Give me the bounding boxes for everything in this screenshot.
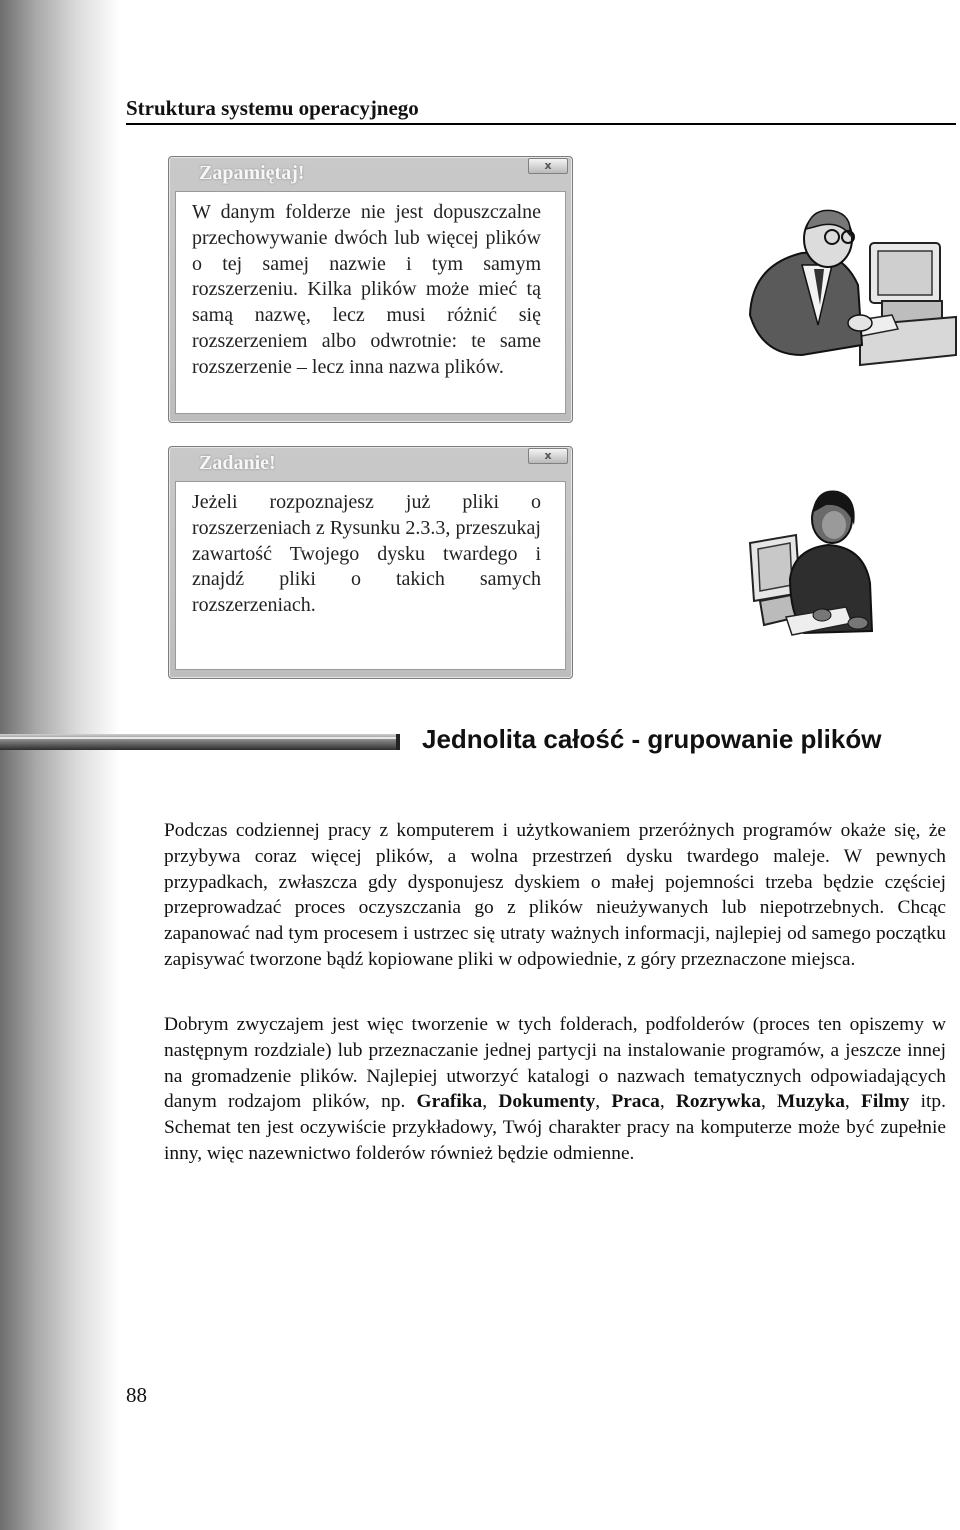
page-margin-gradient	[0, 0, 120, 1530]
dialog-text: W danym folderze nie jest dopuszczalne przechowywanie dwóch lub więcej plików o tej samej nazwie i tym samym rozszerzeniu. Kilka plików może mieć tą samą nazwę, lecz musi różnić się rozszerzeniem albo odwrotnie: te same rozszerzenie – lecz inna nazwa plików.	[192, 201, 541, 378]
paragraph-text: Dobrym zwyczajem jest więc tworzenie w tych folderach, podfolderów (proces ten opiszemy w następnym rozdziale) lub przeznaczanie jednej partycji na instalowanie programów, a jeszcze innej na gromadzenie plików. Najlepiej utworzyć katalogi o nazwach tematycznych odpowiadających danym rodzajom plików, np.	[164, 1014, 946, 1113]
separator: ,	[595, 1091, 612, 1113]
folder-name: Rozrywka	[675, 1091, 761, 1113]
dialog-titlebar	[169, 157, 572, 191]
body-paragraph	[164, 1012, 946, 1167]
woman-at-computer-icon	[746, 483, 886, 643]
separator: ,	[482, 1091, 499, 1113]
man-at-computer-icon	[742, 205, 960, 375]
page-number: 88	[126, 1383, 147, 1407]
task-dialog	[168, 446, 573, 679]
section-title: Jednolita całość - grupowanie plików	[422, 724, 882, 754]
paragraph-text: itp. Schemat ten jest oczywiście przykładowy, Twój charakter pracy na komputerze może być zupełnie inny, więc nazewnictwo folderów również będzie odmienne.	[164, 1091, 946, 1164]
body-paragraph: Podczas codziennej pracy z komputerem i użytkowaniem przeróżnych programów okaże się, że przybywa coraz więcej plików, a wolna przestrzeń dysku twardego maleje. W pewnych przypadkach, zwłaszcza gdy dysponujesz dyskiem o małej pojemności trzeba będzie częściej przeprowadzać proces oczyszczania go z plików nieużywanych lub niepotrzebnych. Chcąc zapanować nad tym procesem i ustrzec się utraty ważnych informacji, najlepiej od samego początku zapisywać tworzone bądź kopiowane pliki w odpowiednie, z góry przeznaczone miejsca.	[164, 820, 946, 970]
dialog-titlebar	[169, 447, 572, 481]
dialog-content	[175, 481, 566, 670]
folder-name: Muzyka	[777, 1091, 845, 1113]
folder-name: Filmy	[860, 1091, 910, 1113]
separator: ,	[844, 1091, 861, 1113]
folder-name: Grafika	[416, 1091, 483, 1113]
running-header: Struktura systemu operacyjnego	[126, 96, 419, 120]
dialog-content	[175, 191, 566, 414]
close-button[interactable]: x	[528, 448, 568, 464]
dialog-title: Zadanie!	[199, 452, 276, 474]
header-rule	[126, 123, 956, 125]
dialog-text: Jeżeli rozpoznajesz już pliki o rozszerzeniach z Rysunku 2.3.3, przeszukaj zawartość Twojego dysku twardego i znajdź pliki o takich samych rozszerzeniach.	[192, 491, 541, 617]
remember-dialog	[168, 156, 573, 423]
folder-name: Dokumenty	[498, 1091, 596, 1113]
separator: ,	[659, 1091, 676, 1113]
section-header-bar	[0, 734, 400, 750]
close-button[interactable]: x	[528, 158, 568, 174]
folder-name: Praca	[611, 1091, 660, 1113]
section-header-bar-highlight	[0, 737, 396, 739]
dialog-title: Zapamiętaj!	[199, 162, 305, 184]
separator: ,	[760, 1091, 778, 1113]
